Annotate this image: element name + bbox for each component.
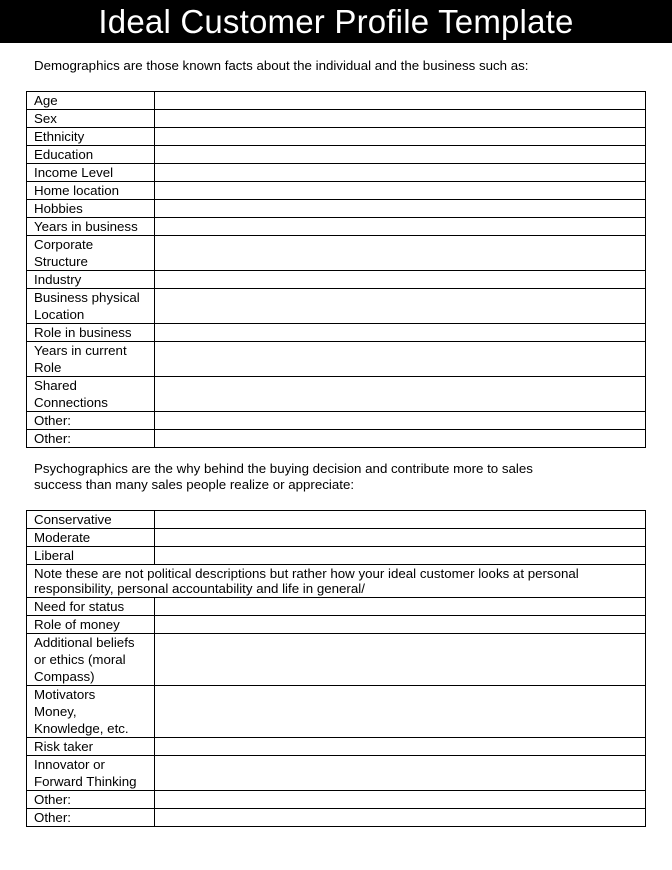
psychographics-row: [27, 616, 646, 634]
demographics-label: Role in business: [27, 324, 155, 342]
demographics-label: Income Level: [27, 164, 155, 182]
demographics-label: Ethnicity: [27, 128, 155, 146]
psychographics-label: Innovator or Forward Thinking: [27, 756, 155, 791]
psychographics-note: Note these are not political descriptions but rather how your ideal customer looks at personal responsibility, personal accountability and life in general/: [27, 565, 646, 598]
demographics-row: [27, 271, 646, 289]
demographics-row: [27, 92, 646, 110]
psychographics-value-cell[interactable]: [155, 756, 646, 791]
demographics-value-cell[interactable]: [155, 164, 646, 182]
demographics-row: [27, 430, 646, 448]
demographics-value-cell[interactable]: [155, 236, 646, 271]
psychographics-intro: Psychographics are the why behind the buying decision and contribute more to sales success than many sales people realize or appreciate:: [34, 461, 533, 492]
demographics-table: [26, 91, 646, 448]
demographics-label: Hobbies: [27, 200, 155, 218]
psychographics-value-cell[interactable]: [155, 547, 646, 565]
demographics-label: Shared Connections: [27, 377, 155, 412]
psychographics-value-cell[interactable]: [155, 686, 646, 738]
demographics-row: [27, 342, 646, 377]
title-bar: [0, 0, 672, 43]
demographics-label: Years in current Role: [27, 342, 155, 377]
psychographics-value-cell[interactable]: [155, 529, 646, 547]
demographics-label: Corporate Structure: [27, 236, 155, 271]
page-title: Ideal Customer Profile Template: [98, 3, 574, 40]
psychographics-label: Additional beliefs or ethics (moral Compass): [27, 634, 155, 686]
demographics-label: Education: [27, 146, 155, 164]
demographics-label: Age: [27, 92, 155, 110]
demographics-value-cell[interactable]: [155, 110, 646, 128]
psychographics-row: [27, 809, 646, 827]
psychographics-label: Conservative: [27, 511, 155, 529]
psychographics-row: [27, 756, 646, 791]
psychographics-label: Moderate: [27, 529, 155, 547]
psychographics-row: [27, 598, 646, 616]
demographics-value-cell[interactable]: [155, 128, 646, 146]
demographics-value-cell[interactable]: [155, 324, 646, 342]
demographics-value-cell[interactable]: [155, 200, 646, 218]
demographics-row: [27, 236, 646, 271]
demographics-row: [27, 218, 646, 236]
psychographics-label: Other:: [27, 809, 155, 827]
demographics-row: [27, 110, 646, 128]
demographics-value-cell[interactable]: [155, 92, 646, 110]
psychographics-value-cell[interactable]: [155, 511, 646, 529]
psychographics-row: [27, 511, 646, 529]
demographics-value-cell[interactable]: [155, 146, 646, 164]
demographics-row: [27, 164, 646, 182]
demographics-label: Industry: [27, 271, 155, 289]
demographics-row: [27, 200, 646, 218]
psychographics-label: Other:: [27, 791, 155, 809]
demographics-row: [27, 412, 646, 430]
demographics-value-cell[interactable]: [155, 412, 646, 430]
demographics-label: Other:: [27, 430, 155, 448]
demographics-value-cell[interactable]: [155, 289, 646, 324]
demographics-value-cell[interactable]: [155, 430, 646, 448]
psychographics-row: [27, 565, 646, 598]
psychographics-label: Risk taker: [27, 738, 155, 756]
demographics-row: [27, 377, 646, 412]
psychographics-value-cell[interactable]: [155, 634, 646, 686]
psychographics-value-cell[interactable]: [155, 616, 646, 634]
demographics-row: [27, 182, 646, 200]
psychographics-row: [27, 529, 646, 547]
demographics-label: Years in business: [27, 218, 155, 236]
psychographics-label: Role of money: [27, 616, 155, 634]
psychographics-value-cell[interactable]: [155, 809, 646, 827]
demographics-label: Business physical Location: [27, 289, 155, 324]
demographics-value-cell[interactable]: [155, 271, 646, 289]
demographics-value-cell[interactable]: [155, 218, 646, 236]
psychographics-label: Motivators Money, Knowledge, etc.: [27, 686, 155, 738]
demographics-row: [27, 128, 646, 146]
demographics-row: [27, 289, 646, 324]
demographics-value-cell[interactable]: [155, 182, 646, 200]
psychographics-value-cell[interactable]: [155, 598, 646, 616]
psychographics-table: [26, 510, 646, 827]
demographics-value-cell[interactable]: [155, 377, 646, 412]
psychographics-value-cell[interactable]: [155, 791, 646, 809]
demographics-label: Other:: [27, 412, 155, 430]
demographics-value-cell[interactable]: [155, 342, 646, 377]
psychographics-label: Need for status: [27, 598, 155, 616]
demographics-row: [27, 146, 646, 164]
psychographics-row: [27, 634, 646, 686]
psychographics-row: [27, 547, 646, 565]
psychographics-row: [27, 686, 646, 738]
psychographics-label: Liberal: [27, 547, 155, 565]
demographics-intro: Demographics are those known facts about the individual and the business such as:: [34, 58, 529, 73]
demographics-label: Sex: [27, 110, 155, 128]
psychographics-row: [27, 791, 646, 809]
psychographics-row: [27, 738, 646, 756]
psychographics-value-cell[interactable]: [155, 738, 646, 756]
demographics-row: [27, 324, 646, 342]
demographics-label: Home location: [27, 182, 155, 200]
